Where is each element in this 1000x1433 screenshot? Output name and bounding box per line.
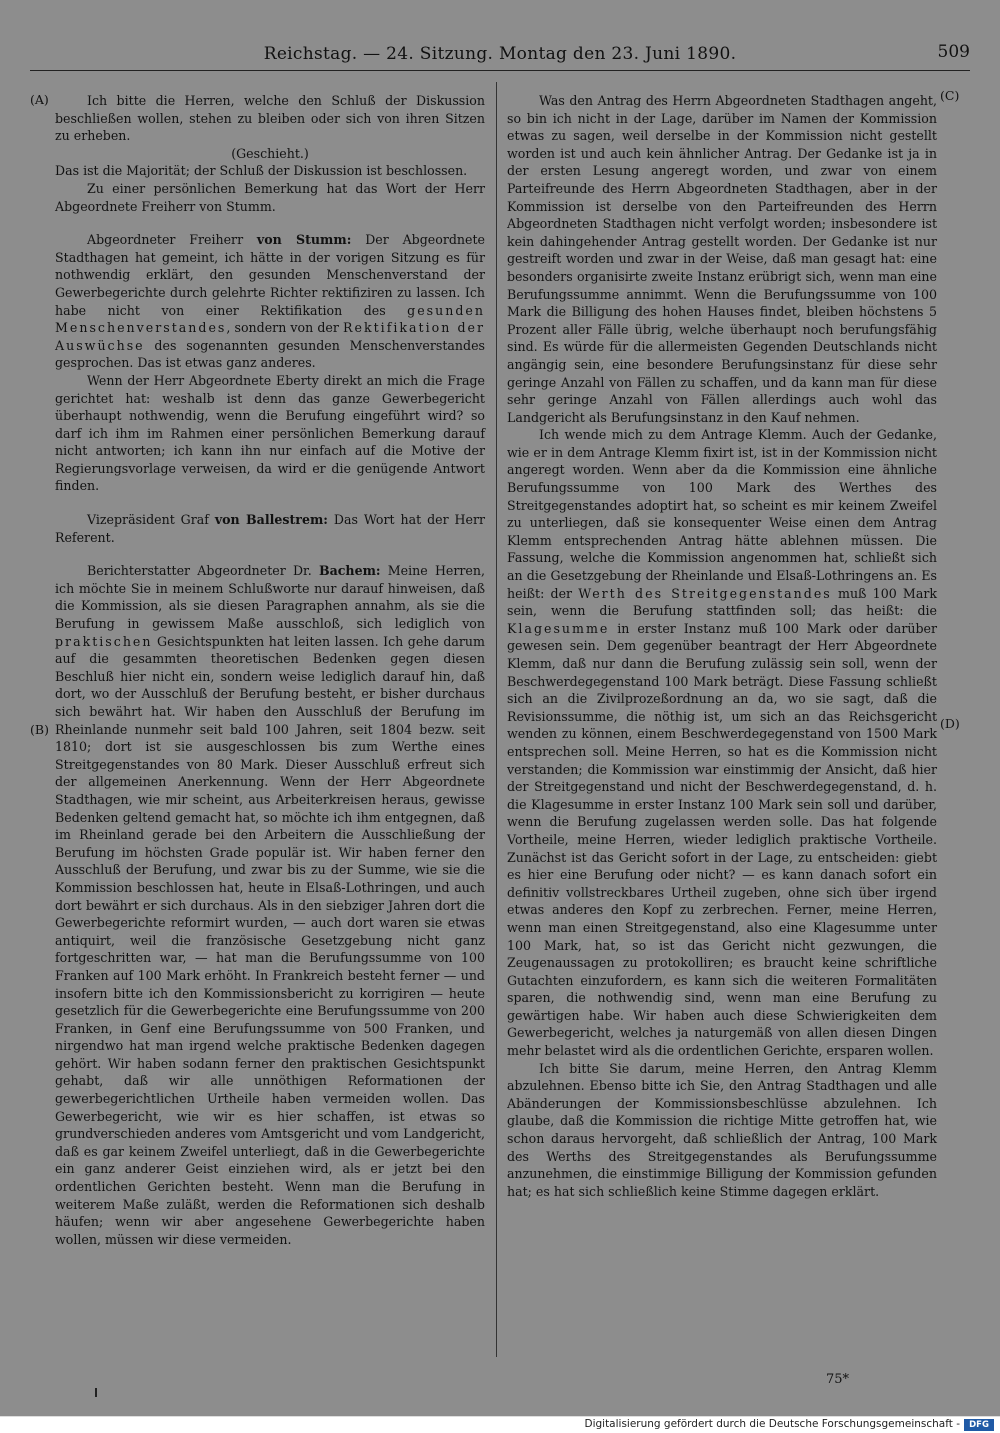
dfg-logo-icon[interactable]: DFG — [964, 1419, 994, 1431]
paragraph: Wenn der Herr Abgeordnete Eberty direkt an mich die Frage gerichtet hat: weshalb ist denn das ganze Gewerbegericht überhaupt nothwendig, wenn die Berufung eingeführt wird? so darf ich ihm im Rahmen einer persönlichen Bemerkung darauf nicht antworten; ich kann ihn nur einfach auf die Motive der Regierungsvorlage verweisen, da wird er die genügende Antwort finden. — [55, 372, 485, 494]
spaced-emphasis: Rektifikation der Auswüchse — [55, 320, 485, 353]
speaker-name: von Stumm: — [256, 232, 352, 248]
speaker-name: von Ballestrem: — [214, 512, 328, 528]
margin-marker-d: (D) — [940, 716, 960, 731]
print-mark — [95, 1388, 97, 1397]
spaced-emphasis: praktischen — [55, 633, 153, 649]
speaker-name: Bachem: — [318, 563, 381, 579]
speech-text: Das Wort hat der Herr Referent. — [55, 512, 486, 545]
paragraph: Ich bitte die Herren, welche den Schluß der Diskussion beschließen wollen, stehen zu bleiben oder sich von ihren Sitzen zu erheben. — [55, 93, 485, 144]
speech-text: muß 100 Mark sein, wenn die Berufung stattfinden soll; das heißt: die — [507, 585, 937, 619]
paragraph: Was den Antrag des Herrn Abgeordneten Stadthagen angeht, so bin ich nicht in der Lage, darüber im Namen der Kommission etwas zu sagen, weil derselbe in der Kommission nicht gestellt worden ist und auch kein ähnlicher Antrag. Der Gedanke ist ja in der ersten Lesung angeregt worden, und zwar von einem Parteifreunde des Herrn Abgeordneten Stadthagen, aber in der Kommission ist derselbe von den Parteifreunden des Herrn Abgeordneten Stadthagen nicht verfolgt worden; insbesondere ist kein dahingehender Antrag gestellt worden. Der Gedanke ist nur gestreift worden und zwar in der Weise, daß man gesagt hat: eine besonders organisirte zweite Instanz erübrigt sich, wenn man eine Berufungssumme annimmt. Wenn die Berufungssumme von 100 Mark die Billigung des hohen Hauses findet, bleiben höchstens 5 Prozent aller Fälle übrig, welche überhaupt noch berufungsfähig sind. Es würde für die allermeisten Gegenden Deutschlands nicht angängig sein, eine besondere Berufungsinstanz für diese sehr geringe Anzahl von Fällen zu schaffen, und da kann man für diese sehr geringe Anzahl von Fällen allerdings auch wohl das Landgericht als Berufungsinstanz in den Kauf nehmen. — [507, 93, 937, 425]
speech-text: Meine Herren, ich möchte Sie in meinem Schlußworte nur darauf hinweisen, daß die Kommission, als sie diesen Paragraphen annahm, als sie die Berufung in gewissem Maße ausschloß, sich lediglich von — [55, 563, 485, 632]
speaker-role: Abgeordneter Freiherr — [87, 232, 257, 248]
paragraph: Zu einer persönlichen Bemerkung hat das Wort der Herr Abgeordnete Freiherr von Stumm. — [55, 180, 485, 214]
spaced-emphasis: gesunden Menschenverstandes — [55, 302, 485, 336]
paragraph — [507, 426, 937, 1059]
paragraph: Das ist die Majorität; der Schluß der Diskussion ist beschlossen. — [55, 163, 468, 179]
speech-bachem — [55, 562, 485, 1248]
speech-text: Der Abgeordnete Stadthagen hat gemeint, ich hätte in der vorigen Sitzung es für nothwendig erklärt, den gesunden Menschenverstand der Gewerbegerichte durch gelehrte Richter rektifiziren zu lassen. Ich habe nicht von einer Rektifikation des — [55, 232, 485, 318]
page-header — [30, 40, 970, 71]
paragraph: Ich bitte Sie darum, meine Herren, den Antrag Klemm abzulehnen. Ebenso bitte ich Sie, den Antrag Stadthagen und alle Abänderungen der Kommissionsbeschlüsse abzulehnen. Ich glaube, daß die Kommission die richtige Mitte getroffen hat, wie schon daraus hervorgeht, daß schließlich der Antrag, 100 Mark des Werths des Streitgegenstandes als Berufungssumme anzunehmen, die einstimmige Billigung der Kommission gefunden hat; es hat sich schließlich keine Stimme dagegen erklärt. — [507, 1060, 937, 1199]
margin-marker-b: (B) — [30, 722, 49, 737]
speaker-role: Berichterstatter Abgeordneter Dr. — [87, 563, 319, 579]
margin-marker-c: (C) — [940, 88, 960, 103]
page-number: 509 — [937, 42, 970, 62]
signature-mark: 75* — [826, 1372, 850, 1387]
speech-text: , sondern von der — [226, 320, 344, 336]
speech-text: in erster Instanz muß 100 Mark oder darüber gewesen sein. Dem gegenüber beantragt der Herr Abgeordnete Klemm, daß nur dann die Berufung zulässig sein soll, wenn der Beschwerdegegenstand 100 Mark beträgt. Diese Fassung schließt sich an die Zivilprozeßordnung an da, wo sie sagt, daß die Revisionssumme, die nöthig ist, um sich an das Reichsgericht wenden zu können, einem Beschwerdegegenstand von 1500 Mark entsprechen soll. Meine Herren, so hat es die Kommission nicht verstanden; die Kommission war einstimmig der Ansicht, daß hier der Streitgegenstand und nicht der Beschwerdegegenstand, d. h. die Klagesumme in erster Instanz 100 Mark sein soll und darüber, wenn die Berufung zugelassen werden solle. Das hat folgende Vortheile, meine Herren, wieder lediglich praktische Vortheile. Zunächst ist das Gericht sofort in der Lage, zu entscheiden: giebt es hier eine Berufung oder nicht? — es kann danach sofort ein definitiv vollstreckbares Urtheil zugeben, ohne sich über irgend etwas anderes den Kopf zu zerbrechen. Ferner, meine Herren, wenn man einen Streitgegenstand, also eine Klagesumme unter 100 Mark, hat, so ist das Gericht nicht gezwungen, die Zeugenaussagen zu protokolliren; es braucht keine schriftliche Gutachten einzufordern, es kann sich die weiteren Formalitäten sparen, die nothwendig sind, wenn man eine Berufung zu gewärtigen habe. Wir haben auch diese Schwierigkeiten dem Gewerbegericht, welches ja naturgemäß von allen diesen Dingen mehr belastet wird als die ordentlichen Gerichte, ersparen wollen. — [507, 620, 937, 1059]
left-column — [55, 92, 485, 1248]
speech-stumm — [55, 231, 485, 372]
margin-marker-a: (A) — [30, 92, 49, 107]
spaced-emphasis: Werth des Streitgegenstandes — [578, 585, 832, 601]
speech-ballestrem — [55, 511, 485, 546]
running-title: Reichstag. — 24. Sitzung. Montag den 23. Juni 1890. — [263, 44, 737, 64]
speech-text: des sogenannten gesunden Menschenverstandes gesprochen. Das ist etwas ganz anderes. — [55, 337, 485, 371]
column-divider — [496, 82, 497, 1357]
right-column — [507, 92, 937, 1200]
speech-text: Gesichtspunkten hat leiten lassen. Ich gehe darum auf die gesammten theoretischen Bedenken gegen diesen Beschluß hier nicht ein, sondern weise lediglich darauf hin, daß dort, wo der Ausschluß der Berufung besteht, er bisher durchaus sich bewährt hat. Wir haben den Ausschluß der Berufung im Rheinlande nunmehr seit bald 100 Jahren, seit 1804 bezw. seit 1810; dort ist sie ausgeschlossen bis zum Werthe eines Streitgegenstandes von 80 Mark. Dieser Ausschluß erfreut sich der allgemeinen Anerkennung. Wenn der Herr Abgeordnete Stadthagen, wie mir scheint, aus Arbeiterkreisen heraus, gewisse Bedenken geltend gemacht hat, so möchte ich ihm entgegnen, daß im Rheinland gerade bei den Arbeitern die Ausschließung der Berufung im höchsten Grade populär ist. Wir haben ferner den Ausschluß der Berufung, und zwar bis zu der Summe, wie sie die Kommission beschlossen hat, heute in Elsaß-Lothringen, und auch dort bewährt er sich durchaus. Als in den siebziger Jahren dort die Gewerbegerichte reformirt wurden, — auch dort waren sie etwas antiquirt, weil die französische Gesetzgebung nicht ganz fortgeschritten war, — hat man die Berufungssumme von 100 Franken auf 100 Mark erhöht. In Frankreich besteht ferner — und insofern bitte ich den Kommissionsbericht zu korrigiren — heute gesetzlich für die Gewerbegerichte eine Berufungssumme von 200 Franken, in Genf eine Berufungssumme von 500 Franken, und nirgendwo hat man irgend welche praktische Bedenken dagegen gehört. Wir haben sodann ferner den praktischen Gesichtspunkt gehabt, daß wir alle unnöthigen Reformationen der gewerbegerichtlichen Urtheile haben vermeiden wollen. Das Gewerbegericht, wie wir es hier schaffen, ist etwas so grundverschieden anderes vom Amtsgericht und vom Landgericht, daß es gar keinem Zweifel unterliegt, daß in die Gewerbegerichte ein ganz anderer Geist einziehen wird, als er jetzt bei den ordentlichen Gerichten besteht. Wenn man die Berufung in weiterem Maße zuläßt, werden die Reformationen sich deshalb häufen; wenn wir aber angesehene Gewerbegerichte haben wollen, müssen wir diese vermeiden. — [55, 633, 485, 1247]
speaker-role: Vizepräsident Graf — [87, 512, 215, 528]
funding-note: Digitalisierung gefördert durch die Deutsche Forschungsgemeinschaft - — [584, 1418, 960, 1430]
stage-direction: (Geschieht.) — [231, 145, 309, 161]
speech-text: Ich wende mich zu dem Antrage Klemm. Auch der Gedanke, wie er in dem Antrage Klemm fixirt ist, ist in der Kommission nicht angeregt worden. Wenn aber da die Kommission eine ähnliche Berufungssumme von 100 Mark des Werthes des Streitgegenstandes adoptirt hat, so scheint es mir keinem Zweifel zu unterliegen, daß sie konsequenter Weise einen dem Antrag Klemm entsprechenden Antrag hätte ablehnen müssen. Die Fassung, welche die Kommission angenommen hat, schließt sich an die Gesetzgebung der Rheinlande und Elsaß-Lothringens an. Es heißt: der — [507, 427, 937, 601]
footer-bar — [0, 1416, 1000, 1433]
spaced-emphasis: Klagesumme — [507, 620, 610, 636]
